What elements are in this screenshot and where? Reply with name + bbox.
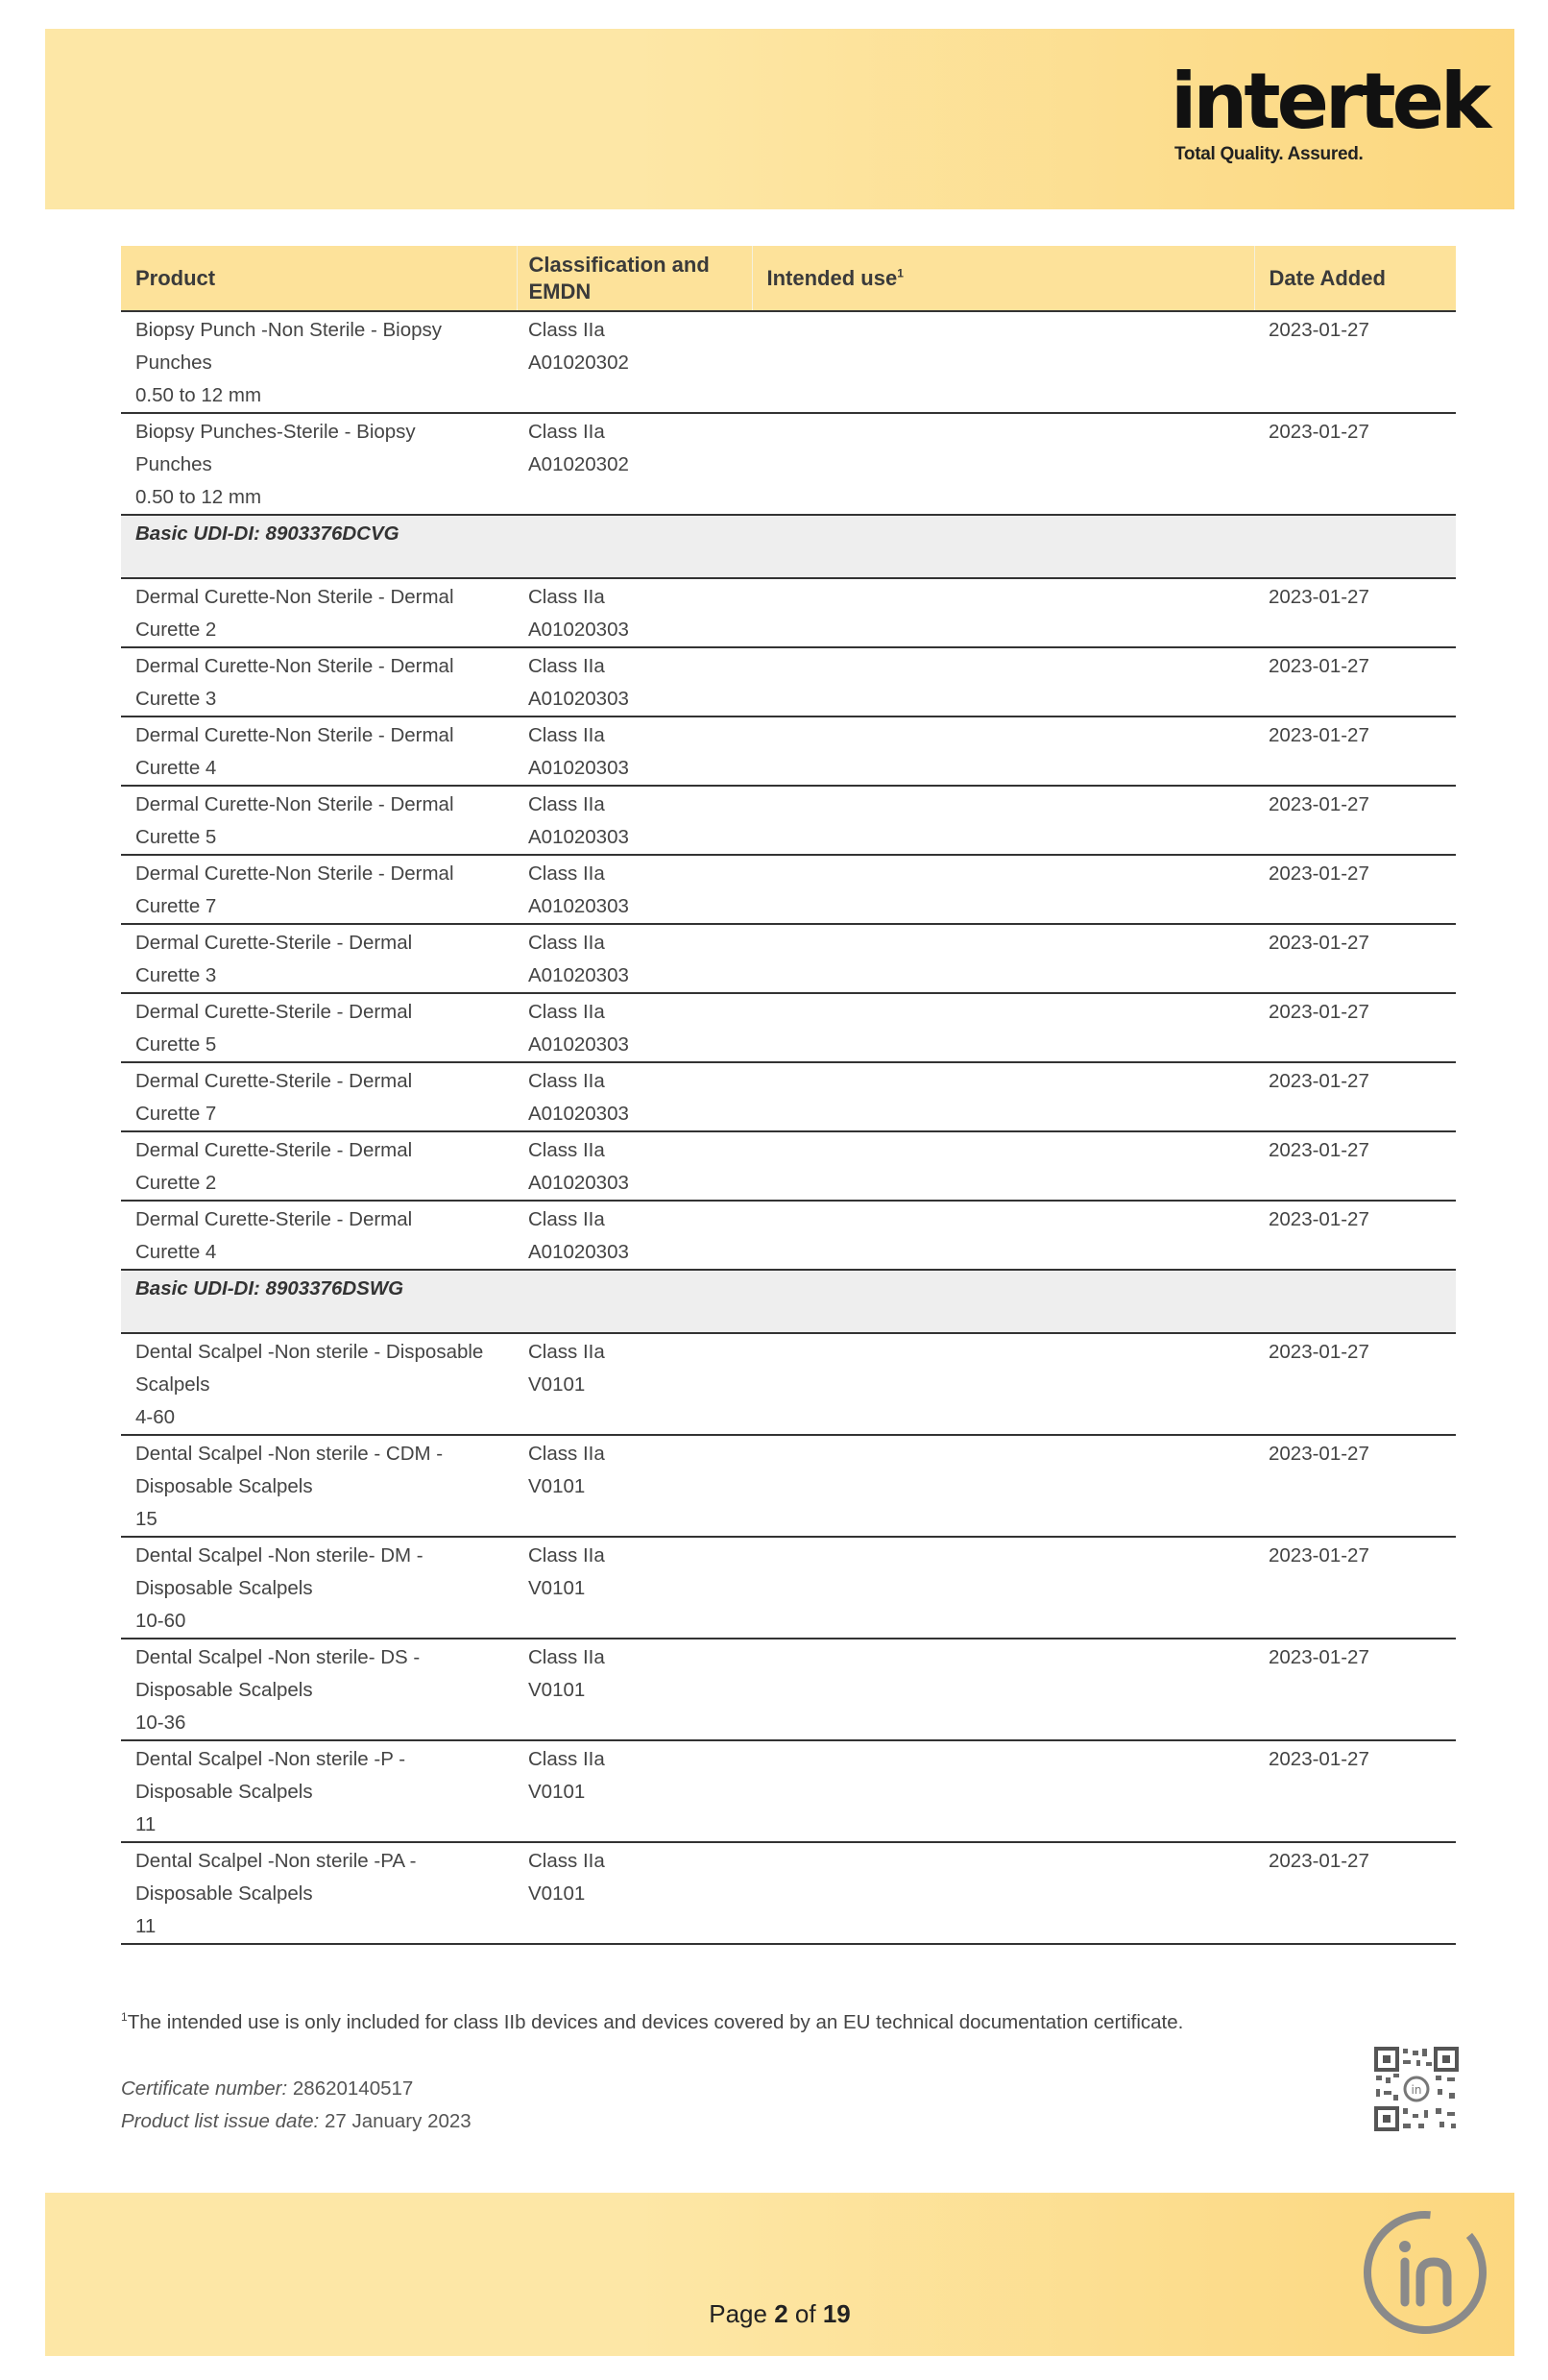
product-line: Dental Scalpel -Non sterile -PA - xyxy=(135,1850,417,1872)
emdn-code: A01020303 xyxy=(528,964,629,986)
emdn-code: A01020302 xyxy=(528,453,629,475)
product-cell xyxy=(121,1842,517,1944)
date-added-cell: 2023-01-27 xyxy=(1254,1842,1456,1944)
date-added-cell: 2023-01-27 xyxy=(1254,716,1456,786)
emdn-code: A01020303 xyxy=(528,1033,629,1056)
date-added-cell: 2023-01-27 xyxy=(1254,993,1456,1062)
product-line: Dermal Curette-Sterile - Dermal xyxy=(135,1070,413,1092)
product-line: Disposable Scalpels xyxy=(135,1781,313,1803)
date-added-cell: 2023-01-27 xyxy=(1254,1201,1456,1270)
certificate-number-label: Certificate number: xyxy=(121,2077,288,2100)
product-cell xyxy=(121,1131,517,1201)
product-cell xyxy=(121,1201,517,1270)
device-class: Class IIa xyxy=(528,421,605,443)
intended-use-cell xyxy=(752,1740,1254,1842)
device-class: Class IIa xyxy=(528,1850,605,1872)
page-number xyxy=(45,2299,1514,2329)
product-cell xyxy=(121,1333,517,1435)
issue-date-label: Product list issue date: xyxy=(121,2110,320,2132)
emdn-code: A01020303 xyxy=(528,757,629,779)
product-cell xyxy=(121,1435,517,1537)
intended-use-cell xyxy=(752,1435,1254,1537)
device-class: Class IIa xyxy=(528,1208,605,1230)
udi-group-row xyxy=(121,515,1456,578)
emdn-code: V0101 xyxy=(528,1679,586,1701)
table-row xyxy=(121,924,1456,993)
device-class: Class IIa xyxy=(528,932,605,954)
intended-use-cell xyxy=(752,1639,1254,1740)
product-line: Curette 4 xyxy=(135,757,217,779)
emdn-code: V0101 xyxy=(528,1475,586,1497)
page-current: 2 xyxy=(774,2299,788,2328)
device-class: Class IIa xyxy=(528,586,605,608)
intertek-in-emblem-icon xyxy=(1361,2208,1489,2337)
product-line: Scalpels xyxy=(135,1373,210,1396)
intended-use-cell xyxy=(752,993,1254,1062)
date-added-cell: 2023-01-27 xyxy=(1254,924,1456,993)
device-class: Class IIa xyxy=(528,724,605,746)
classification-cell xyxy=(517,1842,752,1944)
product-line: Curette 3 xyxy=(135,688,217,710)
product-line: Dermal Curette-Sterile - Dermal xyxy=(135,1208,413,1230)
product-cell xyxy=(121,716,517,786)
classification-cell xyxy=(517,993,752,1062)
intended-use-cell xyxy=(752,786,1254,855)
table-row xyxy=(121,716,1456,786)
product-line: Dental Scalpel -Non sterile - CDM - xyxy=(135,1443,444,1465)
udi-group-row xyxy=(121,1270,1456,1333)
product-line: Curette 7 xyxy=(135,895,217,917)
product-line: Dermal Curette-Sterile - Dermal xyxy=(135,932,413,954)
classification-cell xyxy=(517,413,752,515)
product-cell xyxy=(121,311,517,413)
product-line: 4-60 xyxy=(135,1406,176,1428)
product-line: Curette 5 xyxy=(135,1033,217,1056)
product-line: Dental Scalpel -Non sterile -P - xyxy=(135,1748,406,1770)
product-line: Disposable Scalpels xyxy=(135,1475,313,1497)
table-body xyxy=(121,311,1456,1944)
intended-use-cell xyxy=(752,413,1254,515)
classification-cell xyxy=(517,855,752,924)
emdn-code: V0101 xyxy=(528,1577,586,1599)
product-cell xyxy=(121,578,517,647)
product-line: Disposable Scalpels xyxy=(135,1679,313,1701)
device-class: Class IIa xyxy=(528,1001,605,1023)
classification-cell xyxy=(517,924,752,993)
intended-use-cell xyxy=(752,716,1254,786)
product-line: Curette 7 xyxy=(135,1103,217,1125)
product-cell xyxy=(121,647,517,716)
page-prefix: Page xyxy=(709,2299,767,2328)
device-class: Class IIa xyxy=(528,862,605,885)
product-line: 11 xyxy=(135,1915,157,1937)
intended-use-cell xyxy=(752,924,1254,993)
device-class: Class IIa xyxy=(528,793,605,815)
intended-use-cell xyxy=(752,1131,1254,1201)
issue-date-value: 27 January 2023 xyxy=(324,2110,472,2132)
emdn-code: A01020303 xyxy=(528,1103,629,1125)
intended-use-cell xyxy=(752,1537,1254,1639)
column-header-classification: Classification and EMDN xyxy=(517,246,752,311)
product-cell xyxy=(121,1740,517,1842)
table-row xyxy=(121,647,1456,716)
classification-cell xyxy=(517,311,752,413)
product-line: Dermal Curette-Non Sterile - Dermal xyxy=(135,862,454,885)
table-row xyxy=(121,1842,1456,1944)
date-added-cell: 2023-01-27 xyxy=(1254,578,1456,647)
date-added-cell: 2023-01-27 xyxy=(1254,1131,1456,1201)
page-total: 19 xyxy=(822,2299,851,2328)
classification-cell xyxy=(517,647,752,716)
table-row xyxy=(121,786,1456,855)
product-line: 10-36 xyxy=(135,1712,186,1734)
product-line: Dental Scalpel -Non sterile - Disposable xyxy=(135,1341,484,1363)
emdn-code: V0101 xyxy=(528,1373,586,1396)
product-cell xyxy=(121,786,517,855)
product-line: 0.50 to 12 mm xyxy=(135,384,262,406)
product-line: Dermal Curette-Non Sterile - Dermal xyxy=(135,793,454,815)
table-row xyxy=(121,1639,1456,1740)
table-row xyxy=(121,413,1456,515)
product-line: 10-60 xyxy=(135,1610,186,1632)
date-added-cell: 2023-01-27 xyxy=(1254,1537,1456,1639)
page-header-band xyxy=(45,29,1514,209)
table-row xyxy=(121,1435,1456,1537)
product-line: 11 xyxy=(135,1813,157,1835)
intended-use-cell xyxy=(752,1201,1254,1270)
table-row xyxy=(121,1201,1456,1270)
device-class: Class IIa xyxy=(528,1748,605,1770)
device-class: Class IIa xyxy=(528,655,605,677)
product-line: 0.50 to 12 mm xyxy=(135,486,262,508)
page-footer-band xyxy=(45,2193,1514,2356)
emdn-code: A01020303 xyxy=(528,688,629,710)
intended-use-footnote xyxy=(121,2011,1183,2034)
classification-cell xyxy=(517,1333,752,1435)
table-row xyxy=(121,1333,1456,1435)
intended-use-cell xyxy=(752,1062,1254,1131)
date-added-cell: 2023-01-27 xyxy=(1254,413,1456,515)
table-row xyxy=(121,1740,1456,1842)
footnote-marker: 1 xyxy=(121,2010,128,2025)
emdn-code: V0101 xyxy=(528,1882,586,1905)
product-line: Disposable Scalpels xyxy=(135,1882,313,1905)
footnote-text: The intended use is only included for class IIb devices and devices covered by an EU technical documentation certificate. xyxy=(127,2011,1184,2033)
emdn-code: V0101 xyxy=(528,1781,586,1803)
intended-use-label: Intended use xyxy=(766,265,898,290)
classification-cell xyxy=(517,786,752,855)
device-class: Class IIa xyxy=(528,1646,605,1668)
product-line: Dermal Curette-Sterile - Dermal xyxy=(135,1001,413,1023)
product-line: Dental Scalpel -Non sterile- DS - xyxy=(135,1646,421,1668)
udi-label: Basic UDI-DI: 8903376DCVG xyxy=(121,515,1456,578)
product-line: Disposable Scalpels xyxy=(135,1577,313,1599)
device-class: Class IIa xyxy=(528,1139,605,1161)
product-line: Punches xyxy=(135,453,212,475)
product-cell xyxy=(121,1639,517,1740)
product-line: Curette 2 xyxy=(135,619,217,641)
intertek-logo xyxy=(1171,57,1488,165)
udi-label: Basic UDI-DI: 8903376DSWG xyxy=(121,1270,1456,1333)
certificate-number-value: 28620140517 xyxy=(292,2077,414,2100)
emdn-code: A01020303 xyxy=(528,1172,629,1194)
emdn-code: A01020303 xyxy=(528,1241,629,1263)
product-line: Curette 2 xyxy=(135,1172,217,1194)
table-header-row xyxy=(121,246,1456,311)
qr-code-icon xyxy=(1374,2047,1459,2131)
emdn-code: A01020303 xyxy=(528,619,629,641)
device-class: Class IIa xyxy=(528,1341,605,1363)
intended-use-cell xyxy=(752,1842,1254,1944)
column-header-product: Product xyxy=(121,246,517,311)
footnote-marker: 1 xyxy=(897,266,904,280)
date-added-cell: 2023-01-27 xyxy=(1254,1333,1456,1435)
certificate-number-line xyxy=(121,2077,413,2101)
date-added-cell: 2023-01-27 xyxy=(1254,1639,1456,1740)
device-class: Class IIa xyxy=(528,1544,605,1566)
classification-cell xyxy=(517,1435,752,1537)
intended-use-cell xyxy=(752,1333,1254,1435)
product-cell xyxy=(121,413,517,515)
intended-use-cell xyxy=(752,578,1254,647)
column-header-intended-use xyxy=(752,246,1254,311)
classification-cell xyxy=(517,1740,752,1842)
product-line: Dermal Curette-Sterile - Dermal xyxy=(135,1139,413,1161)
product-line: Punches xyxy=(135,352,212,374)
product-cell xyxy=(121,855,517,924)
table-row xyxy=(121,311,1456,413)
product-table xyxy=(121,246,1456,1945)
product-line: Curette 5 xyxy=(135,826,217,848)
classification-cell xyxy=(517,716,752,786)
intended-use-cell xyxy=(752,855,1254,924)
product-line: Biopsy Punch -Non Sterile - Biopsy xyxy=(135,319,443,341)
date-added-cell: 2023-01-27 xyxy=(1254,1740,1456,1842)
logo-wordmark: intertek xyxy=(1171,57,1488,146)
intended-use-cell xyxy=(752,311,1254,413)
issue-date-line xyxy=(121,2110,472,2133)
table-row xyxy=(121,578,1456,647)
table-row xyxy=(121,1131,1456,1201)
product-line: Dermal Curette-Non Sterile - Dermal xyxy=(135,586,454,608)
emdn-code: A01020303 xyxy=(528,826,629,848)
table-row xyxy=(121,855,1456,924)
date-added-cell: 2023-01-27 xyxy=(1254,1062,1456,1131)
table-row xyxy=(121,1537,1456,1639)
date-added-cell: 2023-01-27 xyxy=(1254,855,1456,924)
date-added-cell: 2023-01-27 xyxy=(1254,311,1456,413)
product-cell xyxy=(121,993,517,1062)
emdn-code: A01020302 xyxy=(528,352,629,374)
product-line: Dental Scalpel -Non sterile- DM - xyxy=(135,1544,423,1566)
table-row xyxy=(121,1062,1456,1131)
date-added-cell: 2023-01-27 xyxy=(1254,786,1456,855)
date-added-cell: 2023-01-27 xyxy=(1254,1435,1456,1537)
classification-cell xyxy=(517,1537,752,1639)
device-class: Class IIa xyxy=(528,1070,605,1092)
product-line: Curette 4 xyxy=(135,1241,217,1263)
classification-cell xyxy=(517,1062,752,1131)
product-line: Curette 3 xyxy=(135,964,217,986)
classification-cell xyxy=(517,1639,752,1740)
device-class: Class IIa xyxy=(528,1443,605,1465)
column-header-date-added: Date Added xyxy=(1254,246,1456,311)
product-line: Dermal Curette-Non Sterile - Dermal xyxy=(135,724,454,746)
page-of: of xyxy=(794,2299,816,2328)
classification-cell xyxy=(517,1131,752,1201)
date-added-cell: 2023-01-27 xyxy=(1254,647,1456,716)
product-cell xyxy=(121,1062,517,1131)
product-cell xyxy=(121,1537,517,1639)
svg-text:in: in xyxy=(1411,2083,1422,2097)
product-line: Biopsy Punches-Sterile - Biopsy xyxy=(135,421,416,443)
classification-cell xyxy=(517,578,752,647)
table-row xyxy=(121,993,1456,1062)
classification-cell xyxy=(517,1201,752,1270)
product-line: Dermal Curette-Non Sterile - Dermal xyxy=(135,655,454,677)
intended-use-cell xyxy=(752,647,1254,716)
emdn-code: A01020303 xyxy=(528,895,629,917)
logo-tagline: Total Quality. Assured. xyxy=(1174,144,1364,164)
product-cell xyxy=(121,924,517,993)
product-line: 15 xyxy=(135,1508,157,1530)
device-class: Class IIa xyxy=(528,319,605,341)
